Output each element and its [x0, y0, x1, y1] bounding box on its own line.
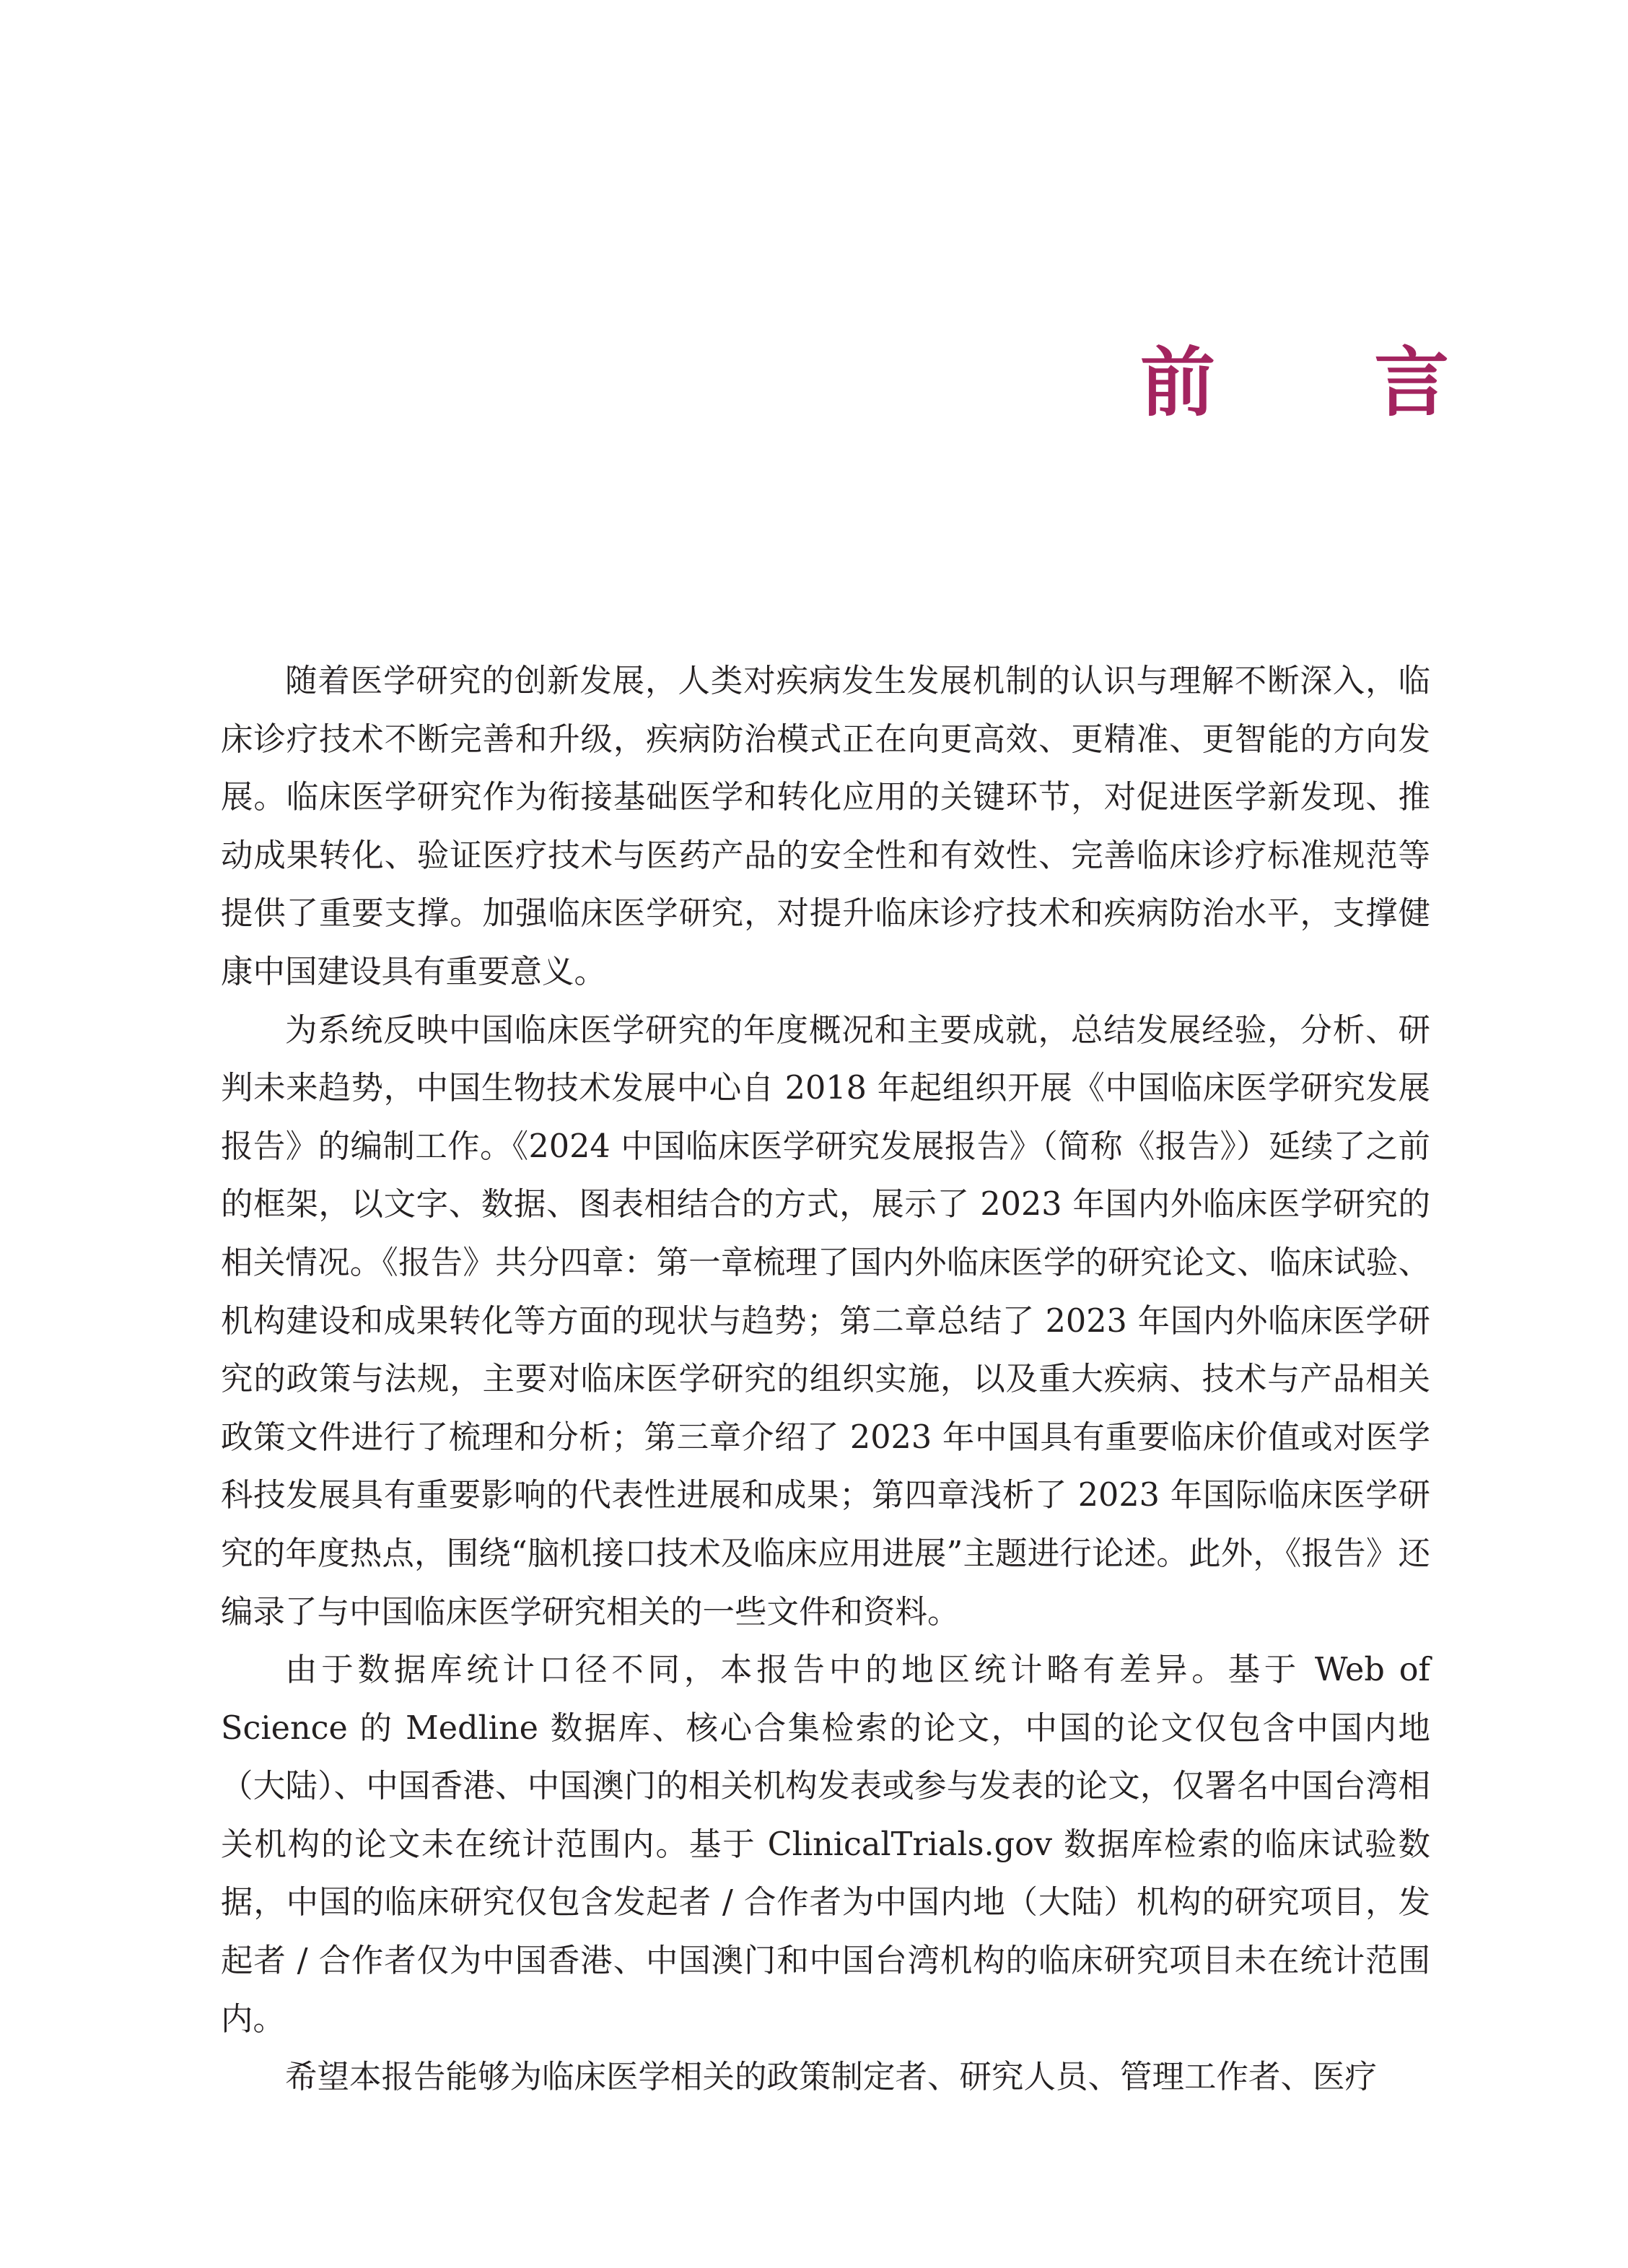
paragraph-closing: 希望本报告能够为临床医学相关的政策制定者、研究人员、管理工作者、医疗	[285, 2059, 1378, 2096]
paragraph-intro: 随着医学研究的创新发展，人类对疾病发生发展机制的认识与理解不断深入，临床诊疗技术不断完善和升级，疾病防治模式正在向更高效、更精准、更智能的方向发展。临床医学研究作为衔接基础医学和转化应用的关键环节，对促进医学新发现、推动成果转化、验证医疗技术与医药产品的安全性和有效性、完善临床诊疗标准规范等提供了重要支撑。加强临床医学研究，对提升临床诊疗技术和疾病防治水平，支撑健康中国建设具有重要意义。	[221, 663, 1430, 990]
paragraph-report-overview: 为系统反映中国临床医学研究的年度概况和主要成就，总结发展经验，分析、研判未来趋势，中国生物技术发展中心自 2018 年起组织开展《中国临床医学研究发展报告》的编制工作。《2024 中国临床医学研究发展报告》（简称《报告》）延续了之前的框架，以文字、数据、图表相结合的方式，展示了 2023 年国内外临床医学研究的相关情况。《报告》共分四章：第一章梳理了国内外临床医学的研究论文、临床试验、机构建设和成果转化等方面的现状与趋势；第二章总结了 2023 年国内外临床医学研究的政策与法规，主要对临床医学研究的组织实施，以及重大疾病、技术与产品相关政策文件进行了梳理和分析；第三章介绍了 2023 年中国具有重要临床价值或对医学科技发展具有重要影响的代表性进展和成果；第四章浅析了 2023 年国际临床医学研究的年度热点，围绕“脑机接口技术及临床应用进展”主题进行论述。此外，《报告》还编录了与中国临床医学研究相关的一些文件和资料。	[221, 1011, 1430, 1631]
body-text	[221, 653, 1430, 2107]
page-title: 前 言	[1140, 339, 1516, 427]
paragraph-data-scope: 由于数据库统计口径不同，本报告中的地区统计略有差异。基于 Web of Science 的 Medline 数据库、核心合集检索的论文，中国的论文仅包含中国内地（大陆）、中国香港、中国澳门的相关机构发表或参与发表的论文，仅署名中国台湾相关机构的论文未在统计范围内。基于 ClinicalTrials.gov 数据库检索的临床试验数据，中国的临床研究仅包含发起者 / 合作者为中国内地（大陆）机构的研究项目，发起者 / 合作者仅为中国香港、中国澳门和中国台湾机构的临床研究项目未在统计范围内。	[221, 1652, 1430, 2038]
